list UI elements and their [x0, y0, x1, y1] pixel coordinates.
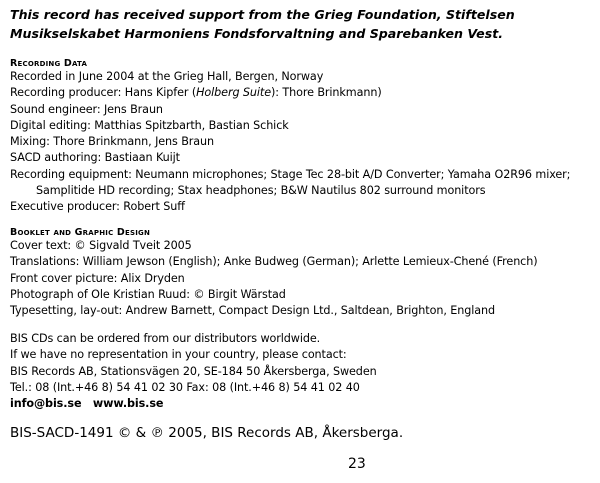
- recording-equipment-cont: Samplitide HD recording; Stax headphones; B&W Nautilus 802 surround monitors: [36, 184, 486, 198]
- recording-location: Recorded in June 2004 at the Grieg Hall, Bergen, Norway: [10, 70, 324, 83]
- holberg-suite-title: Holberg Suite: [196, 86, 271, 100]
- page-number: 23: [348, 456, 366, 472]
- translations: Translations: William Jewson (English); Anke Budweg (German); Arlette Lemieux-Chené (French): [10, 255, 538, 269]
- recording-data-heading: Recording Data: [10, 58, 88, 69]
- contact-section: [10, 331, 598, 412]
- phone-fax: Tel.: 08 (Int.+46 8) 54 41 02 30 Fax: 08 (Int.+46 8) 54 41 02 40: [10, 380, 360, 394]
- cover-text: Cover text: © Sigvald Tveit 2005: [10, 239, 192, 252]
- digital-editing: Digital editing: Matthias Spitzbarth, Bastian Schick: [10, 118, 289, 132]
- mixing: Mixing: Thore Brinkmann, Jens Braun: [10, 135, 215, 149]
- website: www.bis.se: [92, 397, 164, 411]
- booklet-design-heading: Booklet and Graphic Design: [10, 227, 151, 238]
- recording-data-section: [10, 69, 598, 216]
- sound-engineer: Sound engineer: Jens Braun: [10, 102, 163, 116]
- catalog-copyright-line: BIS-SACD-1491 © & ℗ 2005, BIS Records AB, Åkersberga.: [10, 425, 404, 441]
- sacd-authoring: SACD authoring: Bastiaan Kuijt: [10, 151, 180, 165]
- representation-note: If we have no representation in your country, please contact:: [10, 348, 347, 362]
- email-web: [10, 396, 598, 412]
- distributors-note: BIS CDs can be ordered from our distributors worldwide.: [10, 332, 321, 345]
- recording-producer: Recording producer: Hans Kipfer (Holberg Suite): Thore Brinkmann): [10, 86, 382, 100]
- postal-address: BIS Records AB, Stationsvägen 20, SE-184 50 Åkersberga, Sweden: [10, 364, 377, 378]
- recording-equipment: Recording equipment: Neumann microphones; Stage Tec 28-bit A/D Converter; Yamaha O2R96 mixer;: [10, 167, 571, 181]
- support-notice: This record has received support from the Grieg Foundation, Stiftelsen Musikselskabet Harmoniens Fondsforvaltning and Sparebanken Vest.: [10, 7, 515, 41]
- booklet-section: [10, 238, 598, 319]
- email-address: info@bis.se: [10, 397, 82, 411]
- executive-producer: Executive producer: Robert Suff: [10, 200, 185, 214]
- typesetting: Typesetting, lay-out: Andrew Barnett, Compact Design Ltd., Saltdean, Brighton, England: [10, 304, 495, 318]
- front-cover-picture: Front cover picture: Alix Dryden: [10, 271, 185, 285]
- photograph-credit: Photograph of Ole Kristian Ruud: © Birgit Wärstad: [10, 287, 286, 301]
